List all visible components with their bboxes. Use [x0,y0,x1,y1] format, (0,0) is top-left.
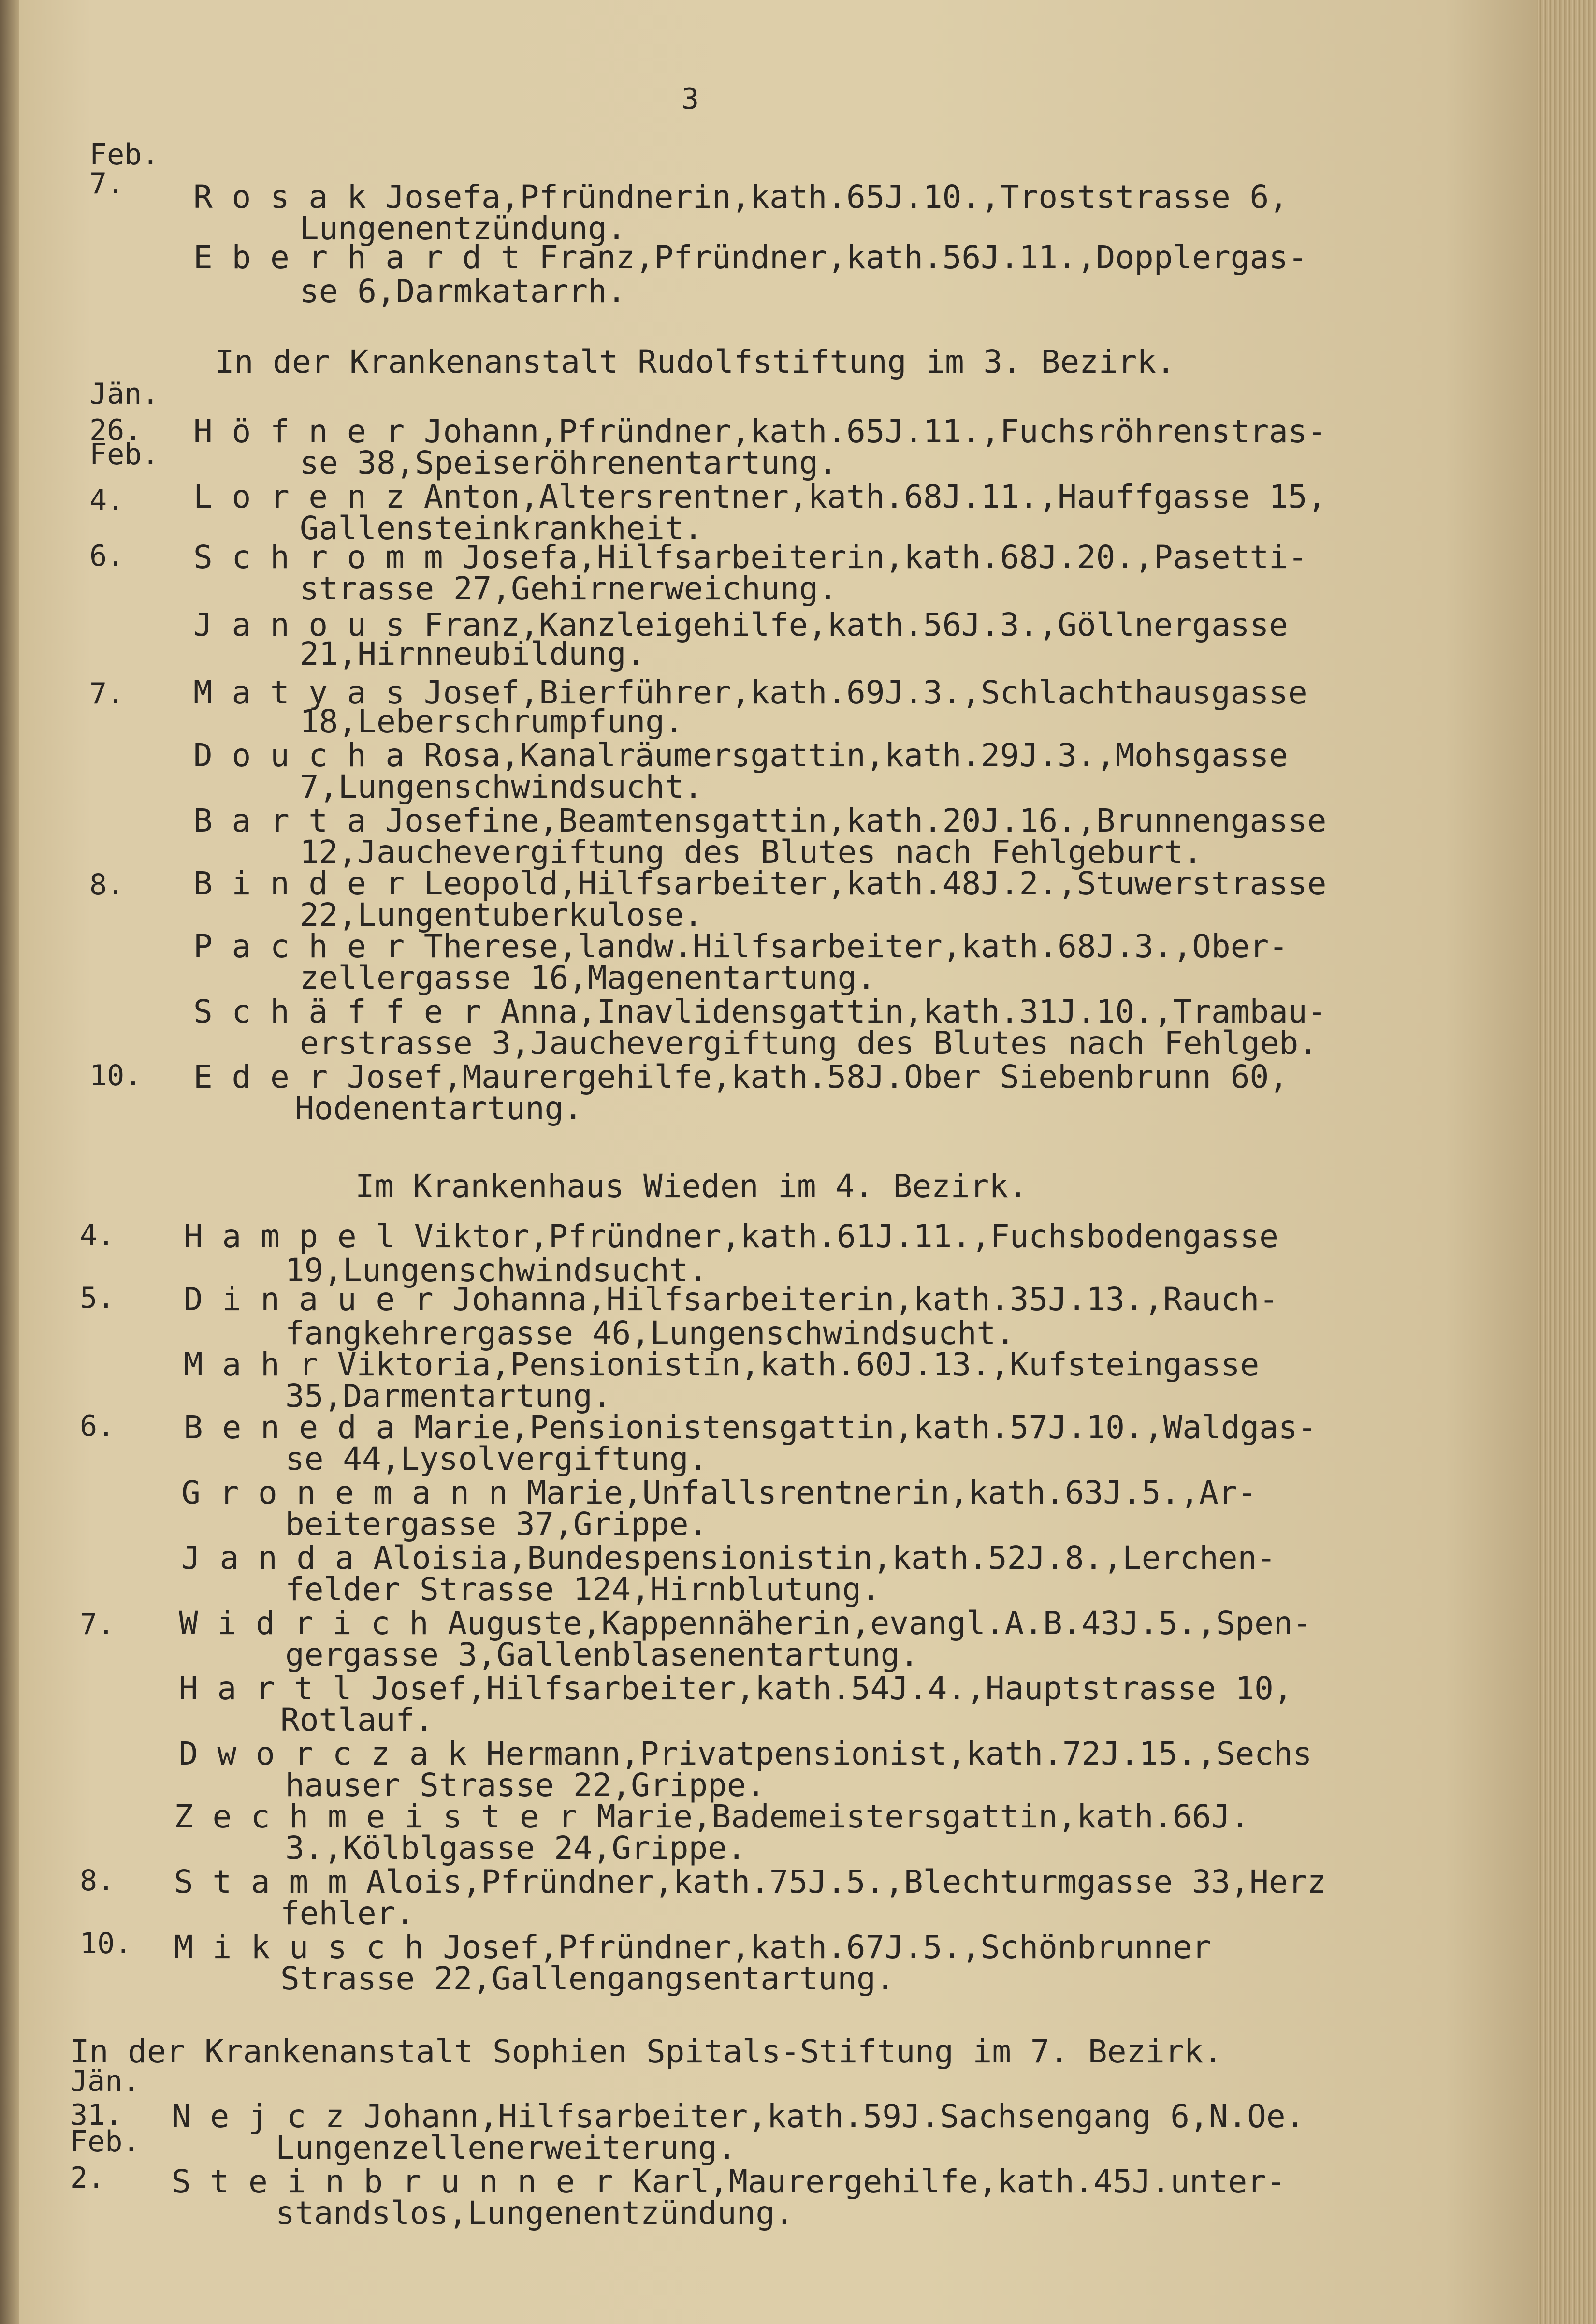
entry-details: Viktoria,Pensionistin,kath.60J.13.,Kufsteingasse [318,1346,1260,1383]
date-label: 6. [89,539,125,573]
entry-name: J a n o u s [193,606,405,643]
entry-line [181,1474,1257,1511]
entry-continuation: fehler. [280,1895,415,1932]
entry-line [184,1281,1278,1318]
entry-continuation: 3.,Kölblgasse 24,Grippe. [285,1829,746,1867]
entry-details: Therese,landw.Hilfsarbeiter,kath.68J.3.,Ober- [405,928,1288,965]
entry-name: B i n d e r [193,865,405,902]
entry-line [193,539,1307,576]
date-label: 5. [80,1281,115,1315]
entry-details: Aloisia,Bundespensionistin,kath.52J.8.,Lerchen- [354,1539,1276,1577]
date-label: 7. [89,167,125,201]
date-label: 10. [89,1059,142,1093]
entry-continuation: gergasse 3,Gallenblasenentartung. [285,1636,919,1673]
date-label: 26. [89,413,142,447]
entry-continuation: Lungenentzündung. [300,210,626,247]
entry-name: S c h ä f f e r [193,993,482,1030]
entry-name: S t a m m [174,1863,347,1900]
entry-name: H a r t l [179,1670,352,1707]
entry-details: Marie,Unfallsrentnerin,kath.63J.5.,Ar- [508,1474,1257,1511]
entry-line [193,993,1327,1030]
date-label: 7. [80,1608,115,1641]
entry-continuation: Strasse 22,Gallengangsentartung. [280,1960,895,1997]
entry-continuation: 19,Lungenschwindsucht. [285,1252,708,1289]
section-heading: In der Krankenanstalt Sophien Spitals-Stiftung im 7. Bezirk. [70,2033,1223,2070]
entry-continuation: 7,Lungenschwindsucht. [300,768,703,805]
entry-details: Josefa,Hilfsarbeiterin,kath.68J.20.,Pasetti- [443,539,1307,576]
date-label: Feb. [70,2125,140,2159]
entry-line [179,1605,1312,1642]
entry-continuation: 22,Lungentuberkulose. [300,896,703,934]
date-label: 8. [80,1864,115,1898]
entry-details: Johanna,Hilfsarbeiterin,kath.35J.13.,Rauch- [433,1281,1278,1318]
entry-details: Josef,Pfründner,kath.67J.5.,Schönbrunner [423,1929,1211,1966]
entry-line [193,928,1288,965]
entry-name: B e n e d a [184,1409,395,1446]
page-number: 3 [682,82,699,116]
entry-name: N e j c z [172,2098,345,2135]
entry-line [181,1539,1276,1577]
entry-name: G r o n e m a n n [181,1474,508,1511]
entry-line [193,802,1327,839]
entry-details: Rosa,Kanalräumersgattin,kath.29J.3.,Mohsgasse [405,737,1288,774]
entry-line [172,2098,1305,2135]
entry-name: H a m p e l [184,1218,395,1255]
entry-line [184,1218,1278,1255]
entry-line [193,413,1327,450]
entry-name: E b e r h a r d t [193,239,520,276]
entry-continuation: Hodenentartung. [295,1090,583,1127]
entry-name: H ö f n e r [193,413,405,450]
entry-continuation: fangkehrergasse 46,Lungenschwindsucht. [285,1315,1015,1352]
entry-name: D i n a u e r [184,1281,434,1318]
section-heading: Im Krankenhaus Wieden im 4. Bezirk. [355,1168,1028,1205]
entry-continuation: beitergasse 37,Grippe. [285,1505,708,1543]
date-label: 2. [70,2161,105,2195]
entry-continuation: se 6,Darmkatarrh. [300,273,626,310]
entry-line [174,1798,1250,1835]
entry-details: Viktor,Pfründner,kath.61J.11.,Fuchsbodengasse [395,1218,1278,1255]
date-label: Feb. [89,138,160,172]
date-label: Jän. [70,2064,140,2098]
entry-name: M i k u s c h [174,1929,424,1966]
date-label: Jän. [89,377,160,411]
entry-details: Josefine,Beamtensgattin,kath.20J.16.,Brunnengasse [366,802,1327,839]
entry-name: B a r t a [193,802,366,839]
entry-name: J a n d a [181,1539,354,1577]
entry-line [193,239,1307,276]
binding-gutter [0,0,19,2324]
entry-name: R o s a k [193,178,366,216]
entry-details: Leopold,Hilfsarbeiter,kath.48J.2.,Stuwerstrasse [405,865,1327,902]
entry-continuation: felder Strasse 124,Hirnblutung. [285,1571,881,1608]
entry-continuation: 12,Jauchevergiftung des Blutes nach Fehlgeburt. [300,833,1203,871]
entry-continuation: 18,Leberschrumpfung. [300,703,684,740]
entry-details: Marie,Bademeistersgattin,kath.66J. [577,1798,1250,1835]
entry-line [184,1409,1317,1446]
entry-details: Anna,Inavlidensgattin,kath.31J.10.,Trambau- [481,993,1327,1030]
entry-line [193,1058,1288,1096]
entry-details: Josef,Maurergehilfe,kath.58J.Ober Siebenbrunn 60, [328,1058,1288,1096]
entry-continuation: se 44,Lysolvergiftung. [285,1440,708,1477]
entry-name: E d e r [193,1058,328,1096]
entry-continuation: strasse 27,Gehirnerweichung. [300,570,838,607]
entry-name: S t e i n b r u n n e r [172,2163,613,2200]
entry-line [193,178,1288,216]
entry-details: Johann,Pfründner,kath.65J.11.,Fuchsröhrenstras- [405,413,1327,450]
date-label: 4. [89,483,125,517]
entry-name: W i d r i c h [179,1605,429,1642]
entry-continuation: erstrasse 3,Jauchevergiftung des Blutes nach Fehlgeb. [300,1024,1318,1062]
entry-line [193,865,1327,902]
date-label: Feb. [89,438,160,471]
entry-line [172,2163,1286,2200]
entry-details: Marie,Pensionistensgattin,kath.57J.10.,Waldgas- [395,1409,1317,1446]
entry-line [174,1863,1327,1900]
entry-line [179,1670,1293,1707]
entry-continuation: hauser Strasse 22,Grippe. [285,1767,766,1804]
entry-name: S c h r o m m [193,539,443,576]
entry-details: Hermann,Privatpensionist,kath.72J.15.,Sechs [467,1735,1312,1772]
date-label: 4. [80,1218,115,1252]
entry-details: Anton,Altersrentner,kath.68J.11.,Hauffgasse 15, [405,478,1327,515]
entry-continuation: zellergasse 16,Magenentartung. [300,959,876,996]
entry-line [184,1346,1260,1383]
entry-name: D o u c h a [193,737,405,774]
entry-continuation: Lungenzellenerweiterung. [276,2129,737,2166]
entry-details: Josef,Bierführer,kath.69J.3.,Schlachthausgasse [405,674,1307,711]
date-label: 7. [89,677,125,711]
entry-line [179,1735,1312,1772]
entry-name: D w o r c z a k [179,1735,467,1772]
entry-continuation: standslos,Lungenentzündung. [276,2194,794,2232]
entry-details: Alois,Pfründner,kath.75J.5.,Blechturmgasse 33,Herz [347,1863,1327,1900]
entry-continuation: Gallensteinkrankheit. [300,510,703,547]
date-label: 10. [80,1927,132,1960]
entry-details: Karl,Maurergehilfe,kath.45J.unter- [613,2163,1286,2200]
entry-line [193,478,1327,515]
entry-line [174,1929,1211,1966]
entry-details: Auguste,Kappennäherin,evangl.A.B.43J.5.,Spen- [428,1605,1312,1642]
entry-name: Z e c h m e i s t e r [174,1798,578,1835]
date-label: 31. [70,2098,123,2132]
entry-details: Franz,Kanzleigehilfe,kath.56J.3.,Göllnergasse [405,606,1288,643]
entry-continuation: 35,Darmentartung. [285,1377,612,1415]
entry-details: Franz,Pfründner,kath.56J.11.,Dopplergas- [520,239,1307,276]
entry-details: Josefa,Pfründnerin,kath.65J.10.,Troststrasse 6, [366,178,1288,216]
page-stack-edge [1537,0,1596,2324]
entry-name: P a c h e r [193,928,405,965]
entry-continuation: se 38,Speiseröhrenentartung. [300,444,838,482]
entry-name: M a t y a s [193,674,405,711]
entry-details: Johann,Hilfsarbeiter,kath.59J.Sachsengang 6,N.Oe. [344,2098,1305,2135]
section-heading: In der Krankenanstalt Rudolfstiftung im 3. Bezirk. [215,343,1175,380]
entry-line [193,737,1288,774]
entry-name: L o r e n z [193,478,405,515]
entry-continuation: 21,Hirnneubildung. [300,635,646,672]
entry-details: Josef,Hilfsarbeiter,kath.54J.4.,Hauptstrasse 10, [351,1670,1293,1707]
date-label: 6. [80,1409,115,1443]
date-label: 8. [89,868,125,902]
entry-continuation: Rotlauf. [280,1701,434,1739]
entry-name: M a h r [184,1346,319,1383]
